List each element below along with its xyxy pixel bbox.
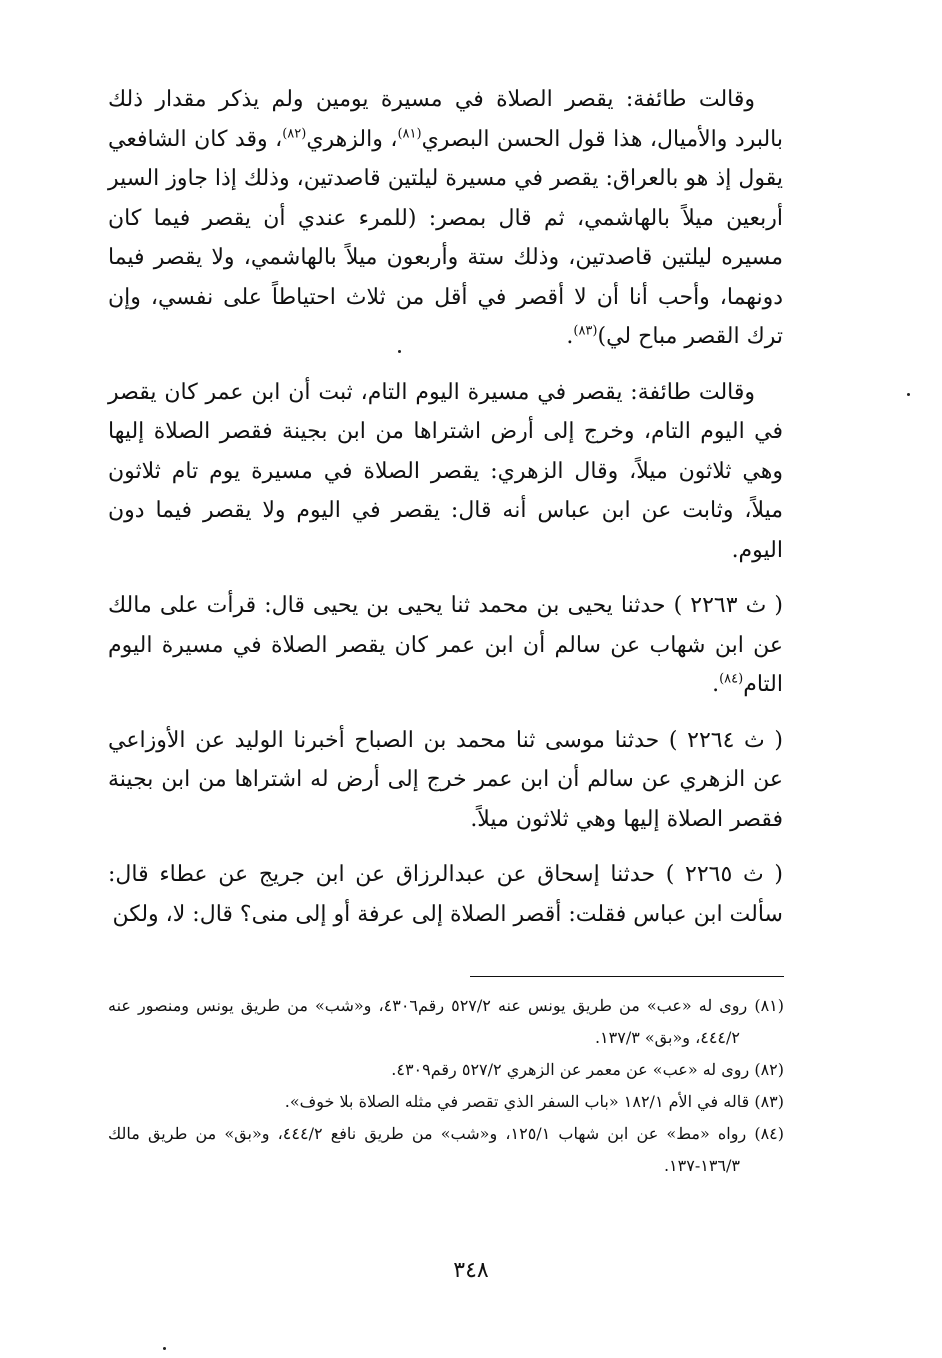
- page-number: ٣٤٨: [453, 1258, 489, 1283]
- footnote-ref: (٨٤): [719, 671, 744, 687]
- scan-speck: [907, 393, 910, 396]
- scan-speck: [398, 350, 401, 353]
- footnote-separator: [470, 976, 784, 977]
- footnote-ref: (٨١): [397, 126, 422, 142]
- text-run: .: [566, 324, 574, 349]
- scan-speck: [163, 1347, 166, 1350]
- text-run: ، وقد كان الشافعي يقول إذ هو بالعراق: يقصر في مسيرة ليلتين قاصدتين، وذلك إذا جاوز السير أربعين ميلاً بالهاشمي، ثم قال بمصر: (للمرء عندي أن يقصر فيما كان مسيره ليلتين قاصدتين، وذلك ستة وأربعون ميلاً بالهاشمي، ولا يقصر فيما دونهما، وأحب أنا أن لا أقصر في أقل من ثلاث احتياطاً على نفسي، وإن ترك القصر مباح لي): [108, 126, 784, 349]
- text-run: ( ث ٢٢٦٥ ) حدثنا إسحاق عن عبدالرزاق عن ابن جريج عن عطاء قال: سألت ابن عباس فقلت: أقصر الصلاة إلى عرفة أو إلى منى؟ قال: لا، ولكن: [108, 862, 784, 927]
- text-run: .: [712, 672, 720, 697]
- text-paragraph: [108, 855, 783, 934]
- text-run: وقالت طائفة: يقصر في مسيرة اليوم التام، ثبت أن ابن عمر كان يقصر في اليوم التام، وخرج إلى أرض اشتراها من ابن بجينة فقصر الصلاة إليها وهي ثلاثون ميلاً، وقال الزهري: يقصر الصلاة في مسيرة يوم تام ثلاثون ميلاً، وثابت عن ابن عباس أنه قال: يقصر في اليوم ولا يقصر فيما دون اليوم.: [108, 379, 783, 563]
- footnote: (٨٢) روى له «عب» عن معمر عن الزهري ٥٢٧/٢ رقم٤٣٠٩.: [391, 1060, 784, 1079]
- text-run: ( ث ٢٢٦٣ ) حدثنا يحيى بن محمد ثنا يحيى بن يحيى قال: قرأت على مالك عن ابن شهاب عن سالم أن ابن عمر كان يقصر الصلاة في مسيرة اليوم التام: [108, 593, 783, 697]
- footnote: (٨٤) رواه «مط» عن ابن شهاب ١٢٥/١، و«شب» من طريق نافع ٤٤٤/٢، و«بق» من طريق مالك ١٣٦/٣-١٣٧.: [108, 1124, 785, 1175]
- footnote: (٨٣) قاله في الأم ١٨٢/١ «باب السفر الذي تقصر في مثله الصلاة بلا خوف».: [284, 1092, 784, 1111]
- footnote-ref: (٨٢): [282, 126, 307, 142]
- text-paragraph: [108, 373, 783, 571]
- text-run: ، والزهري: [306, 126, 398, 152]
- text-paragraph: [108, 80, 783, 357]
- main-text: [108, 80, 783, 934]
- text-paragraph: [108, 586, 783, 705]
- footnote: (٨١) روى له «عب» من طريق يونس عنه ٥٢٧/٢ رقم٤٣٠٦، و«شب» من طريق يونس ومنصور عنه ٤٤٤/٢، و«بق» ١٣٧/٣.: [108, 996, 785, 1047]
- text-run: ( ث ٢٢٦٤ ) حدثنا موسى ثنا محمد بن الصباح أخبرنا الوليد عن الأوزاعي عن الزهري عن سالم أن ابن عمر خرج إلى أرض له اشتراها من ابن بجينة فقصر الصلاة إليها وهي ثلاثون ميلاً.: [108, 727, 784, 832]
- footnote-ref: (٨٣): [573, 323, 598, 339]
- text-run: وقالت طائفة: يقصر الصلاة في مسيرة يومين ولم يذكر مقدار ذلك بالبرد والأميال، هذا قول الحسن البصري: [108, 87, 783, 152]
- text-paragraph: [108, 721, 783, 840]
- footnotes: [108, 990, 784, 1182]
